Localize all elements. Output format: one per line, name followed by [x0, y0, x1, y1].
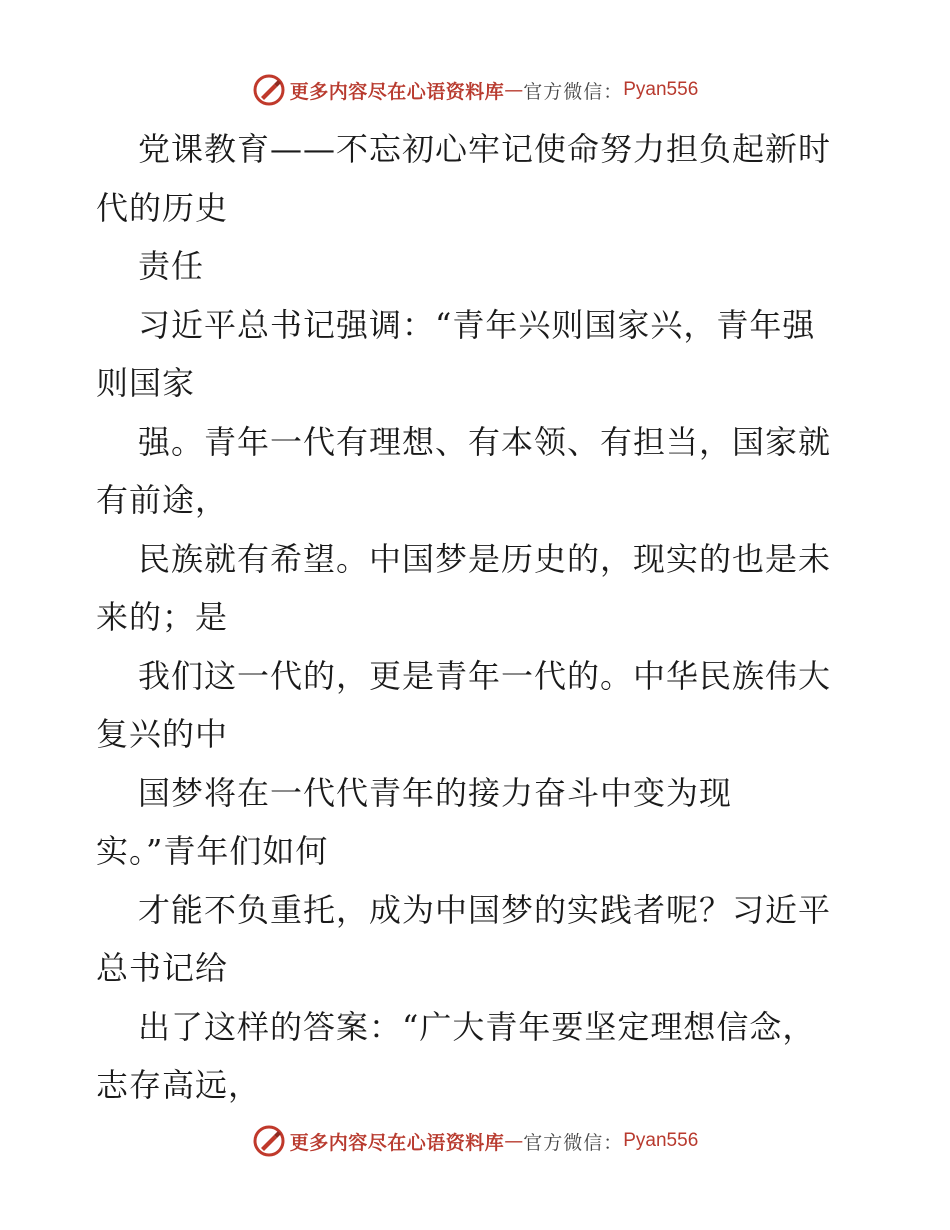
watermark-wechat-label: 官方微信：: [523, 80, 624, 103]
watermark-wechat-id: Pyan556: [623, 1130, 699, 1151]
body-line: 国梦将在一代代青年的接力奋斗中变为现: [138, 773, 733, 812]
pen-circle-logo-icon: [252, 73, 286, 107]
watermark-text: 更多内容尽在心语资料库: [289, 1131, 505, 1154]
watermark-wechat-id: Pyan556: [623, 79, 699, 100]
watermark-header: [0, 73, 950, 107]
body-line: 我们这一代的，更是青年一代的。中华民族伟大: [138, 656, 832, 695]
body-line: 来的；是: [96, 598, 229, 636]
watermark-footer: [0, 1124, 950, 1158]
body-line: 责任: [138, 247, 205, 285]
body-line: 民族就有希望。中国梦是历史的，现实的也是未: [138, 539, 832, 578]
body-line: 有前途，: [96, 481, 229, 519]
watermark-text: 更多内容尽在心语资料库: [289, 80, 505, 103]
body-line: 总书记给: [96, 949, 229, 987]
body-line: 复兴的中: [96, 715, 229, 753]
pen-circle-logo-icon: [252, 1124, 286, 1158]
watermark-dash: —: [504, 79, 524, 101]
watermark-dash: —: [504, 1130, 524, 1152]
body-line: 则国家: [96, 364, 196, 402]
watermark-wechat-label: 官方微信：: [523, 1131, 624, 1154]
body-line: 实。”青年们如何: [96, 832, 329, 870]
body-line: 习近平总书记强调：“青年兴则国家兴，青年强: [138, 305, 816, 344]
body-line: 志存高远，: [96, 1066, 262, 1104]
body-line: 出了这样的答案：“广大青年要坚定理想信念，: [138, 1007, 816, 1046]
document-body: [96, 120, 856, 1115]
body-line: 党课教育——不忘初心牢记使命努力担负起新时: [138, 130, 832, 168]
body-line: 才能不负重托，成为中国梦的实践者呢？习近平: [138, 890, 832, 929]
body-line: 强。青年一代有理想、有本领、有担当，国家就: [138, 422, 832, 461]
body-line: 代的历史: [96, 188, 229, 227]
